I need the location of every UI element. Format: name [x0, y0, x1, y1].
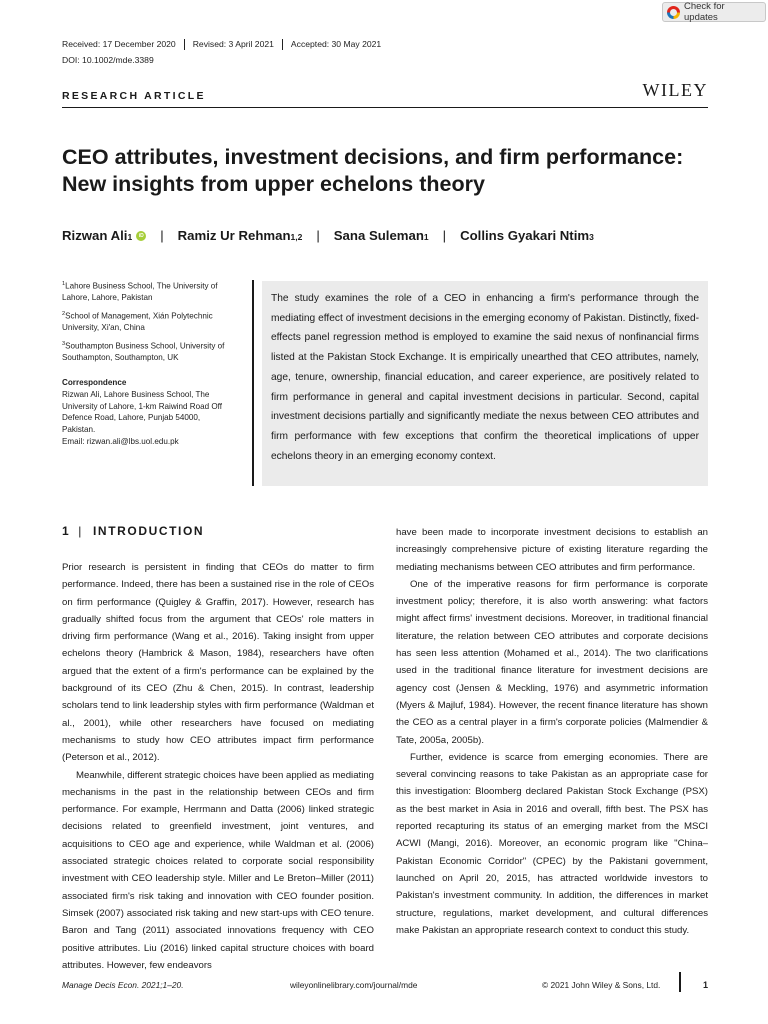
- check-updates-label: Check for updates: [684, 1, 725, 23]
- correspondence: [62, 377, 247, 448]
- article-dates: [62, 39, 389, 50]
- correspondence-line: Defence Road, Lahore, Punjab 54000,: [62, 413, 201, 423]
- correspondence-line: Rizwan Ali, Lahore Business School, The: [62, 389, 210, 399]
- copyright: © 2021 John Wiley & Sons, Ltd.: [542, 980, 661, 990]
- correspondence-line: University of Lahore, 1-km Raiwind Road Off: [62, 401, 222, 411]
- revised-date: Revised: 3 April 2021: [184, 39, 282, 50]
- author-name: Sana Suleman: [333, 228, 424, 243]
- publisher-logo: WILEY: [642, 80, 708, 100]
- affiliation: [62, 279, 237, 304]
- affiliation-text: School of Management, Xián Polytechnic University, Xi'an, China: [62, 311, 213, 333]
- affiliation: [62, 309, 237, 334]
- accepted-date: Accepted: 30 May 2021: [282, 39, 389, 50]
- section-number: 1: [62, 524, 71, 538]
- author-name: Rizwan Ali: [62, 228, 128, 243]
- affiliation-text: Lahore Business School, The University of Lahore, Lahore, Pakistan: [62, 281, 218, 303]
- left-column: [62, 559, 374, 974]
- journal-url[interactable]: wileyonlinelibrary.com/journal/mde: [290, 980, 418, 990]
- author-separator: |: [160, 228, 164, 243]
- page-number: 1: [702, 980, 708, 990]
- paragraph: have been made to incorporate investment decisions to establish an increasingly comprehensive picture of existing literature regarding the mediating mechanisms between CEO attributes and firm performance.: [396, 527, 708, 573]
- affiliation-sup: 1: [62, 281, 66, 287]
- correspondence-title: Correspondence: [62, 378, 127, 387]
- right-column: [396, 524, 708, 939]
- author-separator: |: [316, 228, 320, 243]
- affiliation: [62, 339, 237, 364]
- journal-citation: Manage Decis Econ. 2021;1–20.: [62, 980, 184, 990]
- paragraph: One of the imperative reasons for firm performance is corporate investment policy; therefore, it is also worth answering: what factors might affect firms' investment decisions. Moreover, in traditional financial literature, the relation between CEO attributes and corporate decisions has seen less attention (Mohamed et al., 2014). The two clarifications used in the traditional finance literature for investment decisions are agency cost (Jensen & Meckling, 1976) and asymmetric information (Myers & Majluf, 1984). However, the recent finance literature has shown the CEO as a central player in a firm's corporate policies (Malmendier & Tate, 2005a, 2005b).: [396, 578, 708, 746]
- paragraph: Meanwhile, different strategic choices have been applied as mediating mechanisms in the past in the relationship between CEOs and firm performance. For example, Herrmann and Datta (2006) linked strategic decisions related to greenfield investment, joint ventures, and acquisitions to CEO age and experience, while Waldman et al. (2006) associated strategic choices related to corporate social responsibility investment with CEO leadership style. Miller and Le Breton–Miller (2011) associated firm's risk taking and innovation with CEO founder position. Simsek (2007) associated risk taking and new start-ups with CEO tenure. Baron and Tang (2011) associated innovations frequency with CEO positive attributes. Liu (2016) linked capital structure choices with board attributes. However, few endeavors: [62, 769, 374, 971]
- page-title: [62, 144, 712, 198]
- author-list: [62, 228, 594, 243]
- title-line-2: New insights from upper echelons theory: [62, 172, 485, 196]
- orcid-icon[interactable]: [136, 231, 146, 241]
- paragraph: Prior research is persistent in finding that CEOs do matter to firm performance. Indeed, there has been a sustained rise in the role of CEOs on firm performance (Quigley & Graffin, 2017). However, research has gradually shifted focus from the argument that CEOs' role matters in driving firm performance (Wang et al., 2016). Taking insight from upper echelons theory (Hambrick & Mason, 1984), researchers have often argued that the extent of a firm's performance can be explained by the background of its CEO (Zhu & Chen, 2015). In contrast, leadership scholars tend to link leadership styles with firm performance (Waldman et al., 2001), while other researchers have focused on mediating mechanisms to study how CEO attributes impact firm performance (Peterson et al., 2012).: [62, 562, 374, 764]
- header-rule: [62, 107, 708, 108]
- section-heading: [62, 524, 204, 538]
- title-line-1: CEO attributes, investment decisions, and firm performance:: [62, 145, 684, 169]
- author-affil-sup: 1,2: [290, 232, 303, 242]
- abstract: The study examines the role of a CEO in enhancing a firm's performance through the mediating effect of investment decisions in the emerging economy of Pakistan. Distinctly, fixed-effects panel regression method is employed to examine the said nexus of nonfinancial firms listed at the Pakistan Stock Exchange. It is empirically unearthed that CEO attributes, namely, age, tenure, ownership, financial education, and career experience, are positively related to firm performance in general and capital investment decisions in particular. Second, capital investment decisions partially and significantly mediate the nexus between CEO attributes and firm performance with few exceptions that confirm the theoretical implications of upper echelons theory in an emerging economy context.: [262, 281, 708, 486]
- section-title: INTRODUCTION: [93, 524, 205, 538]
- author-name: Ramiz Ur Rehman: [177, 228, 291, 243]
- correspondence-line: Pakistan.: [62, 425, 96, 435]
- section-separator: |: [78, 524, 83, 538]
- doi: DOI: 10.1002/mde.3389: [62, 55, 154, 65]
- affiliation-sup: 2: [62, 311, 66, 317]
- author-name: Collins Gyakari Ntim: [460, 228, 590, 243]
- received-date: Received: 17 December 2020: [62, 39, 176, 49]
- author-affil-sup: 3: [589, 232, 594, 242]
- footer-bar: [679, 972, 681, 992]
- author-affil-sup: 1: [127, 232, 133, 242]
- check-for-updates-button[interactable]: [662, 2, 766, 22]
- author-affil-sup: 1: [423, 232, 429, 242]
- correspondence-email[interactable]: Email: rizwan.ali@lbs.uol.edu.pk: [62, 436, 179, 446]
- author-separator: |: [442, 228, 447, 243]
- affiliation-sup: 3: [62, 341, 66, 347]
- article-type: RESEARCH ARTICLE: [62, 90, 206, 102]
- paragraph: Further, evidence is scarce from emerging economies. There are several convincing reasons to take Pakistan as an appropriate case for this investigation: Bloomberg declared Pakistan Stock Exchange (PSX) as the best market in Asia in 2016 and overall, fifth best. The PSX has reported recapturing its status of an emerging market from the MSCI ACWI (Mangi, 2016). Moreover, an economic program like "China–Pakistan Economic Corridor" (CPEC) by the Pakistani government, launched on April 20, 2015, has attracted worldwide investors to Pakistan's investment community. In addition, the differences in market structure, regulations, market development, and cultural differences make Pakistan an appropriate research context to conduct this study.: [396, 751, 708, 936]
- affiliation-text: Southampton Business School, University of Southampton, Southampton, UK: [62, 341, 225, 363]
- abstract-bar: [252, 280, 254, 486]
- crossmark-icon: [667, 6, 680, 19]
